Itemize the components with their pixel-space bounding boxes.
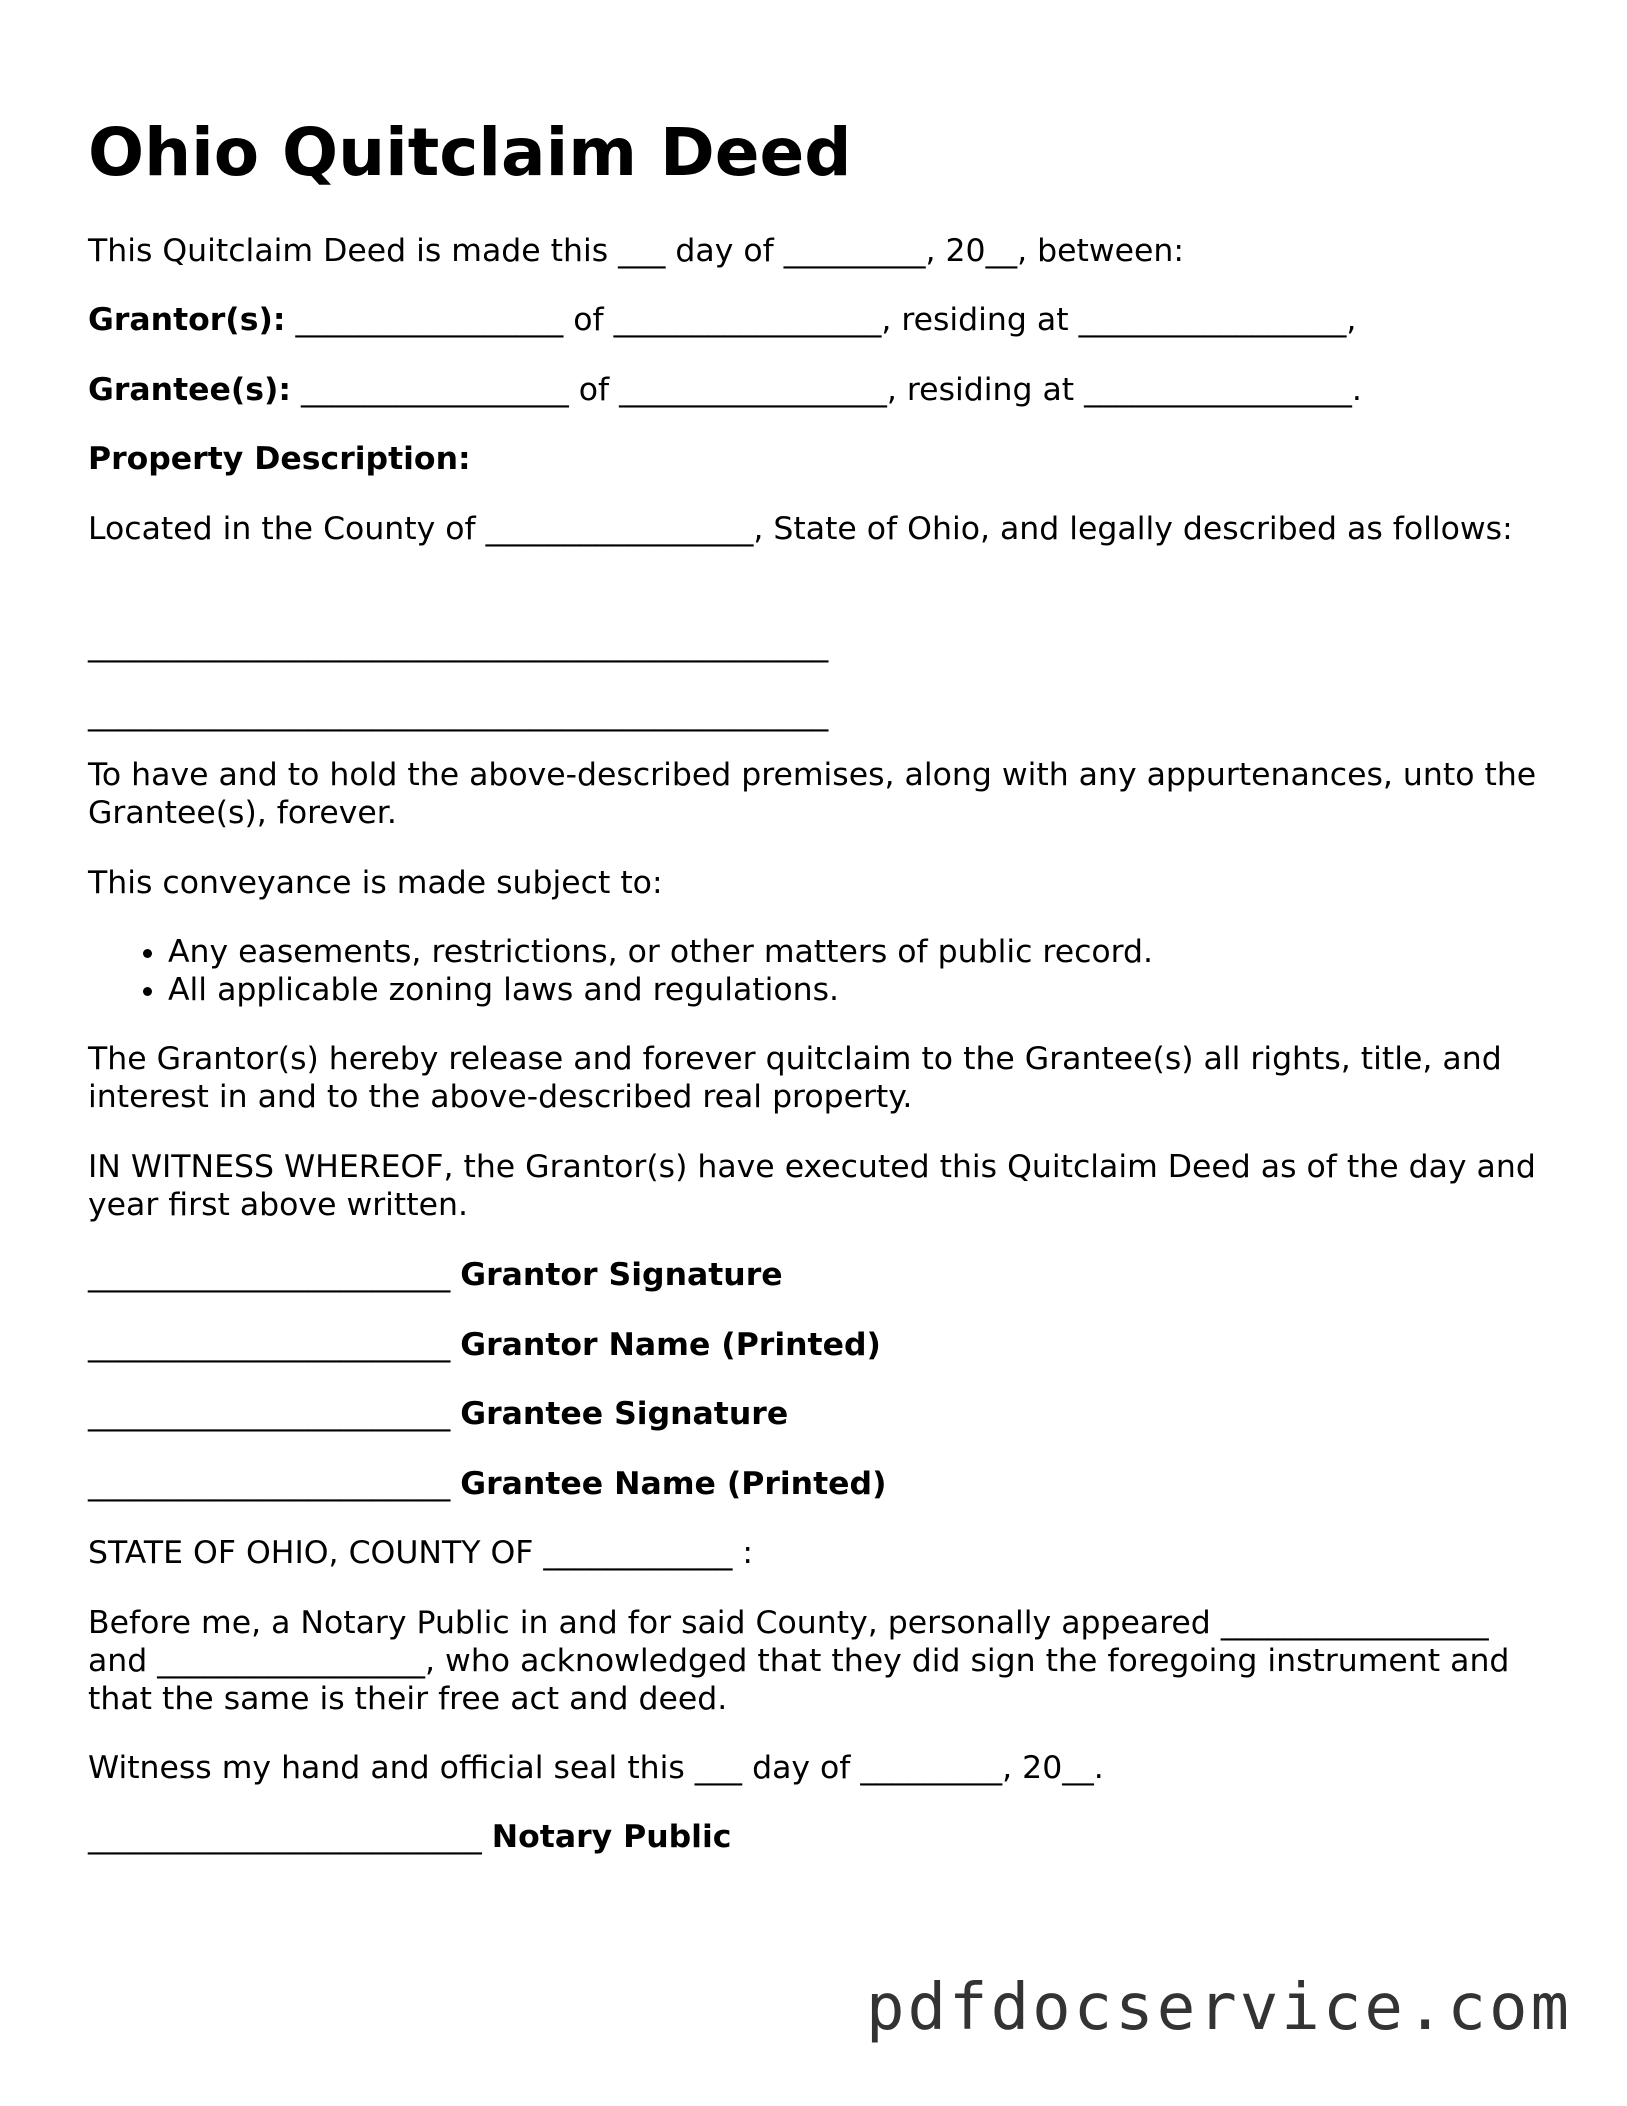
notary-signature-line [88, 1818, 1538, 1856]
signature-label: Grantee Signature [460, 1396, 789, 1432]
description-blank-line: _______________________________________________ [88, 627, 829, 663]
list-item: • Any easements, restrictions, or other matters of public record. [168, 933, 1538, 971]
notary-seal-line: Witness my hand and official seal this ___ day of _________, 20__. [88, 1750, 1104, 1786]
signature-label: Grantee Name (Printed) [460, 1466, 887, 1502]
grantee-signature-line [88, 1395, 1538, 1433]
description-blank-line: _______________________________________________ [88, 696, 829, 732]
signature-label: Grantor Name (Printed) [460, 1327, 881, 1363]
watermark: pdfdocservice.com [865, 1971, 1572, 2045]
habendum-paragraph: To have and to hold the above-described premises, along with any appurtenances, unto the Grantee(s), forever. [88, 757, 1547, 831]
notary-state-county: STATE OF OHIO, COUNTY OF ____________ : [88, 1535, 754, 1571]
grantor-label: Grantor(s): [88, 302, 286, 338]
list-item: • All applicable zoning laws and regulations. [168, 971, 1538, 1009]
property-heading: Property Description: [88, 441, 471, 477]
grantee-line [88, 371, 1538, 409]
intro-paragraph: This Quitclaim Deed is made this ___ day of _________, 20__, between: [88, 233, 1184, 269]
signature-label: Grantor Signature [460, 1257, 783, 1293]
signature-blank: _________________________ [88, 1819, 482, 1855]
grantee-fields: _________________ of _________________, residing at _________________. [291, 372, 1362, 408]
page-title: Ohio Quitclaim Deed [88, 114, 852, 191]
grantee-name-line [88, 1465, 1538, 1503]
grantor-name-line [88, 1326, 1538, 1364]
signature-blank: _______________________ [88, 1466, 451, 1502]
grantor-signature-line [88, 1256, 1538, 1294]
release-paragraph: The Grantor(s) hereby release and forever quitclaim to the Grantee(s) all rights, title, and interest in and to the above-described real property. [88, 1041, 1512, 1115]
county-paragraph: Located in the County of _________________, State of Ohio, and legally described as follows: [88, 511, 1513, 547]
notary-appearance-paragraph: Before me, a Notary Public in and for said County, personally appeared _________________ and _________________, who acknowledged that they did sign the foregoing instrument and that the same is their free act and deed. [88, 1605, 1520, 1717]
grantor-line [88, 301, 1538, 339]
conditions-list [88, 933, 1538, 1009]
witness-paragraph: IN WITNESS WHEREOF, the Grantor(s) have executed this Quitclaim Deed as of the day and year first above written. [88, 1149, 1546, 1223]
grantor-fields: _________________ of _________________, residing at _________________, [285, 302, 1357, 338]
grantee-label: Grantee(s): [88, 372, 291, 408]
signature-blank: _______________________ [88, 1327, 451, 1363]
signature-blank: _______________________ [88, 1257, 451, 1293]
signature-blank: _______________________ [88, 1396, 451, 1432]
subject-to-paragraph: This conveyance is made subject to: [88, 865, 663, 901]
notary-label: Notary Public [491, 1819, 732, 1855]
